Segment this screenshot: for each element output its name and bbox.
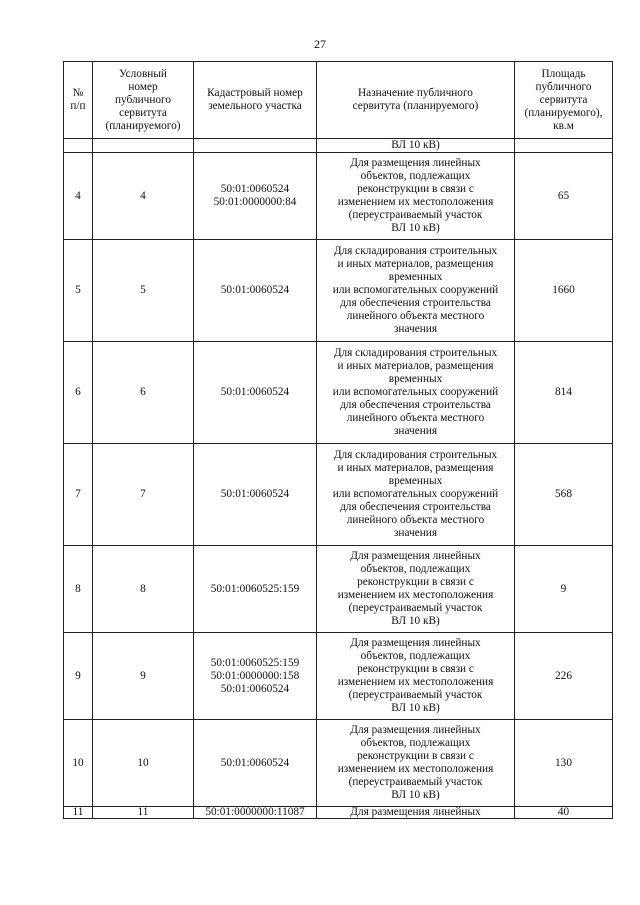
cell-number: 9 [64, 633, 93, 720]
cell-area: 226 [515, 633, 613, 720]
cell-number: 8 [64, 546, 93, 633]
cell-purpose: Для складирования строительных и иных материалов, размещения временных или вспомогательных сооружений для обеспечения строительства линейного объекта местного значения [317, 342, 515, 444]
table-row-continuation [64, 139, 613, 153]
header-area: Площадь публичного сервитута (планируемого), кв.м [515, 62, 613, 139]
cell-conditional-number [93, 139, 194, 153]
table-row [64, 444, 613, 546]
cell-area [515, 139, 613, 153]
header-number: № п/п [64, 62, 93, 139]
cell-purpose: Для складирования строительных и иных материалов, размещения временных или вспомогательных сооружений для обеспечения строительства линейного объекта местного значения [317, 240, 515, 342]
cell-cadastral: 50:01:0060524 [194, 444, 317, 546]
cell-cadastral: 50:01:0060525:159 50:01:0000000:158 50:01:0060524 [194, 633, 317, 720]
table-row [64, 633, 613, 720]
cell-number: 5 [64, 240, 93, 342]
cell-area: 1660 [515, 240, 613, 342]
servitude-table [63, 61, 613, 819]
cell-area: 9 [515, 546, 613, 633]
cell-conditional-number: 5 [93, 240, 194, 342]
cell-conditional-number: 9 [93, 633, 194, 720]
cell-number: 4 [64, 153, 93, 240]
header-cadastral-number: Кадастровый номер земельного участка [194, 62, 317, 139]
cell-area: 814 [515, 342, 613, 444]
cell-purpose: Для размещения линейных объектов, подлежащих реконструкции в связи с изменением их местоположения (переустраиваемый участок ВЛ 10 кВ) [317, 633, 515, 720]
cell-number: 10 [64, 720, 93, 807]
table-header-row [64, 62, 613, 139]
table-row [64, 807, 613, 819]
cell-conditional-number: 8 [93, 546, 194, 633]
header-conditional-number: Условный номер публичного сервитута (планируемого) [93, 62, 194, 139]
cell-number: 11 [64, 807, 93, 819]
table-row [64, 240, 613, 342]
cell-purpose: ВЛ 10 кВ) [317, 139, 515, 153]
table-row [64, 546, 613, 633]
cell-conditional-number: 10 [93, 720, 194, 807]
cell-conditional-number: 11 [93, 807, 194, 819]
cell-number: 6 [64, 342, 93, 444]
cell-area: 568 [515, 444, 613, 546]
table-row [64, 342, 613, 444]
cell-cadastral: 50:01:0060524 50:01:0000000:84 [194, 153, 317, 240]
cell-cadastral: 50:01:0060524 [194, 342, 317, 444]
cell-purpose: Для размещения линейных объектов, подлежащих реконструкции в связи с изменением их местоположения (переустраиваемый участок ВЛ 10 кВ) [317, 546, 515, 633]
cell-area: 65 [515, 153, 613, 240]
cell-conditional-number: 7 [93, 444, 194, 546]
header-purpose: Назначение публичного сервитута (планируемого) [317, 62, 515, 139]
cell-purpose: Для размещения линейных [317, 807, 515, 819]
table-row [64, 153, 613, 240]
cell-cadastral: 50:01:0060524 [194, 720, 317, 807]
cell-cadastral: 50:01:0060525:159 [194, 546, 317, 633]
page-number: 27 [314, 37, 326, 51]
cell-area: 130 [515, 720, 613, 807]
table-row [64, 720, 613, 807]
cell-area: 40 [515, 807, 613, 819]
cell-purpose: Для складирования строительных и иных материалов, размещения временных или вспомогательных сооружений для обеспечения строительства линейного объекта местного значения [317, 444, 515, 546]
cell-purpose: Для размещения линейных объектов, подлежащих реконструкции в связи с изменением их местоположения (переустраиваемый участок ВЛ 10 кВ) [317, 153, 515, 240]
cell-number: 7 [64, 444, 93, 546]
cell-conditional-number: 6 [93, 342, 194, 444]
cell-conditional-number: 4 [93, 153, 194, 240]
cell-purpose: Для размещения линейных объектов, подлежащих реконструкции в связи с изменением их местоположения (переустраиваемый участок ВЛ 10 кВ) [317, 720, 515, 807]
cell-cadastral: 50:01:0000000:11087 [194, 807, 317, 819]
cell-cadastral [194, 139, 317, 153]
cell-number [64, 139, 93, 153]
cell-cadastral: 50:01:0060524 [194, 240, 317, 342]
